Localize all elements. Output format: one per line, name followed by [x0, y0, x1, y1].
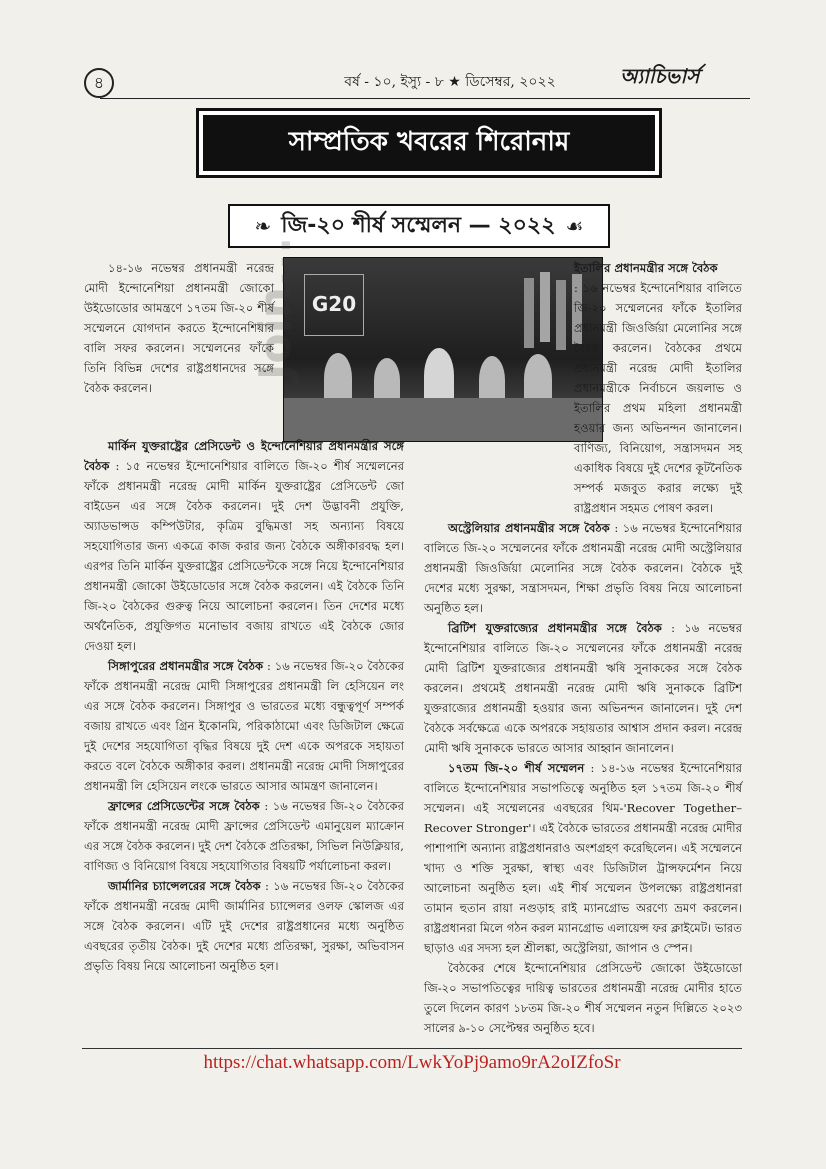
uk-heading: ব্রিটিশ যুক্তরাজ্যের প্রধানমন্ত্রীর সঙ্গে বৈঠক [448, 621, 662, 635]
closing-paragraph: বৈঠকের শেষে ইন্দোনেশিয়ার প্রেসিডেন্ট জোকো উইডোডো জি-২০ সভাপতিত্বের দায়িত্ব ভারতের প্রধানমন্ত্রী নরেন্দ্র মোদীর হাতে তুলে দিলেন কারণ ১৮তম জি-২০ শীর্ষ সম্মেলন নতুন দিল্লিতে ২০২৩ সালের ৯-১০ সেপ্টেম্বর অনুষ্ঠিত হবে। [424, 961, 742, 1035]
it-heading: ইতালির প্রধানমন্ত্রীর সঙ্গে বৈঠক [574, 261, 718, 275]
brand-logo: অ্যাচিভার্স [620, 64, 700, 88]
au-heading: অস্ট্রেলিয়ার প্রধানমন্ত্রীর সঙ্গে বৈঠক [448, 521, 610, 535]
it-body: : ১৬ নভেম্বর ইন্দোনেশিয়ার বালিতে জি-২০ সম্মেলনের ফাঁকে ইতালির প্রধানমন্ত্রী জিওর্জিয়া মেলোনির সঙ্গে বৈঠক করলেন। বৈঠকের প্রথমে প্রধানমন্ত্রী নরেন্দ্র মোদী ইতালির প্রধানমন্ত্রীকে নির্বাচনে জয়লাভ ও ইতালির প্রথম মহিলা প্রধানমন্ত্রী হওয়ার জন্য অভিনন্দন জানালেন। বাণিজ্য, বিনিয়োগ, সন্ত্রাসদমন সহ একাধিক বিষয়ে দুই দেশের কূটনৈতিক সম্পর্ক মজবুত করার লক্ষ্যে দুই রাষ্ট্রপ্রধান সহমত পোষণ করল। [574, 281, 742, 515]
au-body: : ১৬ নভেম্বর ইন্দোনেশিয়ার বালিতে জি-২০ সম্মেলনের ফাঁকে প্রধানমন্ত্রী নরেন্দ্র মোদী অস্ট্রেলিয়ার প্রধানমন্ত্রী জিওর্জিয়া মেলোনির সঙ্গে বৈঠক করলেন। বৈঠকে দুই দেশের মধ্যে সুরক্ষা, সন্ত্রাসদমন, শিক্ষা প্রভৃতি বিষয় নিয়ে আলোচনা অনুষ্ঠিত হল। [424, 521, 742, 615]
section-title: সাম্প্রতিক খবরের শিরোনাম [203, 115, 655, 171]
person-silhouette [374, 358, 400, 403]
us-heading: মার্কিন যুক্তরাষ্ট্রের প্রেসিডেন্ট ও ইন্দোনেশিয়ার প্রধানমন্ত্রীর সঙ্গে বৈঠক [84, 439, 404, 473]
uk-paragraph [424, 618, 742, 758]
g20-body: : ১৪-১৬ নভেম্বর ইন্দোনেশিয়ার বালিতে ইন্দোনেশিয়ার সভাপতিত্বে অনুষ্ঠিত হল ১৭তম জি-২০ শীর্ষ সম্মেলন। এই সম্মেলনের এবছরের থিম-'Recover Together– Recover Stronger'। এই বৈঠকে ভারতের প্রধানমন্ত্রী নরেন্দ্র মোদীর পাশাপাশি অন্যান্য রাষ্ট্রপ্রধানরাও অংশগ্রহণ করেছিলেন। এই সম্মেলনে খাদ্য ও শক্তি সুরক্ষা, স্বাস্থ্য এবং ডিজিটাল ট্রান্সফর্মেশন নিয়ে আলোচনা অনুষ্ঠিত হল। এই শীর্ষ সম্মেলন উপলক্ষ্যে রাষ্ট্রপ্রধানরা তামান হুতান রায়া নগুড়াহ রাই ম্যানগ্রোভ অরণ্যে ভ্রমণ করলেন। রাষ্ট্রপ্রধানরা মিলে গঠন করল ম্যানগ্রোভ এলায়েন্স ফর ক্লাইমেট। ভারত ছাড়াও এর সদস্য হল শ্রীলঙ্কা, অস্ট্রেলিয়া, জাপান ও স্পেন। [424, 761, 742, 955]
left-column [84, 436, 404, 976]
fr-body: : ১৬ নভেম্বর জি-২০ বৈঠকের ফাঁকে প্রধানমন্ত্রী নরেন্দ্র মোদী ফ্রান্সের প্রেসিডেন্ট এমানুয়েল ম্যাক্রোন এর সঙ্গে বৈঠক করলেন। দুই দেশ বৈঠকে প্রতিরক্ষা, সিভিল নিউক্লিয়ার, বাণিজ্য ও বিনিয়োগ বিষয়ে সহযোগিতার বিষয়টি পর্যালোচনা করল। [84, 799, 404, 873]
ornament-left-icon: ❧ [254, 214, 272, 238]
fr-paragraph [84, 796, 404, 876]
it-body-paragraph [574, 278, 742, 518]
us-body: : ১৫ নভেম্বর ইন্দোনেশিয়ার বালিতে জি-২০ শীর্ষ সম্মেলনের ফাঁকে প্রধানমন্ত্রী নরেন্দ্র মোদী মার্কিন যুক্তরাষ্ট্রের প্রেসিডেন্ট জো বাইডেন এর সঙ্গে বৈঠক করলেন। দুই দেশ উদ্ভাবনী প্রযুক্তি, অ্যাডভান্সড কম্পিউটার, কৃত্রিম বুদ্ধিমত্তা সহ অন্যান্য বিষয়ে সহযোগিতার জন্য একত্রে কাজ করার জন্য বৈঠকে অঙ্গীকারবদ্ধ হল। এরপর তিনি মার্কিন যুক্তরাষ্ট্রের প্রেসিডেন্টকে সঙ্গে নিয়ে ইন্দোনেশিয়ার প্রধানমন্ত্রী জোকো উইডোডোর সঙ্গে বৈঠক করলেন। এই বৈঠকে তিনি জি-২০ বৈঠকের গুরুত্ব নিয়ে আলোচনা করলেন। তিন দেশের মধ্যে অর্থনৈতিক, প্রযুক্তিগত মনোভাব বজায় রাখতে এই বৈঠকে জোর দেওয়া হল। [84, 459, 404, 653]
footer-divider [82, 1048, 742, 1049]
section-banner [196, 108, 662, 178]
person-silhouette [324, 353, 352, 403]
page-number: ৪ [84, 68, 114, 98]
de-body: : ১৬ নভেম্বর জি-২০ বৈঠকের ফাঁকে প্রধানমন্ত্রী নরেন্দ্র মোদী জার্মানির চ্যান্সেলর ওলফ স্কোলজ এর সঙ্গে বৈঠক করলেন। এটি দুই দেশের রাষ্ট্রপ্রধানের মধ্যে অনুষ্ঠিত এবছরের তৃতীয় বৈঠক। দুই দেশের মধ্যে প্রতিরক্ষা, সুরক্ষা, অভিবাসন প্রভৃতি বিষয় নিয়ে আলোচনা অনুষ্ঠিত হল। [84, 879, 404, 973]
g20-heading: ১৭তম জি-২০ শীর্ষ সম্মেলন [448, 761, 585, 775]
g20-logo: G20 [304, 274, 364, 336]
fr-heading: ফ্রান্সের প্রেসিডেন্টের সঙ্গে বৈঠক [108, 799, 260, 813]
us-paragraph [84, 436, 404, 656]
topic-title: জি-২০ শীর্ষ সম্মেলন — ২০২২ [281, 212, 556, 238]
footer-link[interactable]: https://chat.whatsapp.com/LwkYoPj9amo9rA2oIZfoSr [203, 1052, 621, 1073]
it-paragraph [574, 258, 742, 278]
watermark: Join... [250, 236, 301, 380]
au-paragraph [424, 518, 742, 618]
de-paragraph [84, 876, 404, 976]
header-divider [100, 98, 750, 99]
issue-line: বর্ষ - ১০, ইস্যু - ৮ ★ ডিসেম্বর, ২০২২ [344, 74, 556, 90]
g20-paragraph [424, 758, 742, 958]
de-heading: জার্মানির চ্যান্সেলরের সঙ্গে বৈঠক [108, 879, 261, 893]
sg-paragraph [84, 656, 404, 796]
sg-heading: সিঙ্গাপুরের প্রধানমন্ত্রীর সঙ্গে বৈঠক [108, 659, 264, 673]
uk-body: : ১৬ নভেম্বর ইন্দোনেশিয়ার বালিতে জি-২০ সম্মেলনের ফাঁকে প্রধানমন্ত্রী নরেন্দ্র মোদী ব্রিটিশ যুক্তরাজ্যের প্রধানমন্ত্রী ঋষি সুনাককের সঙ্গে বৈঠক করলেন। প্রথমেই প্রধানমন্ত্রী নরেন্দ্র মোদী ঋষি সুনাককে ব্রিটিশ যুক্তরাজ্যের প্রধানমন্ত্রী হওয়ার জন্য অভিনন্দন জানালেন। দুই দেশ বৈঠকে সর্বক্ষেত্রে একে অপরকে সহায়তার আশ্বাস প্রদান করল। নরেন্দ্র মোদী ঋষি সুনাককে ভারতে আসার আহ্বান জানালেন। [424, 621, 742, 755]
intro-paragraph: ১৪-১৬ নভেম্বর প্রধানমন্ত্রী নরেন্দ্র মোদী ইন্দোনেশিয়া প্রধানমন্ত্রী জোকো উইডোডোর আমন্ত্রণে ১৭তম জি-২০ শীর্ষ সম্মেলনে যোগদান করতে ইন্দোনেশিয়ার বালি সফর করলেন। সম্মেলনের ফাঁকে তিনি বিভিন্ন দেশের রাষ্ট্রপ্রধানদের সঙ্গে বৈঠক করলেন। [84, 261, 274, 395]
sg-body: : ১৬ নভেম্বর জি-২০ বৈঠকের ফাঁকে প্রধানমন্ত্রী নরেন্দ্র মোদী সিঙ্গাপুরের প্রধানমন্ত্রী লি হেসিয়েন লং এর সঙ্গে বৈঠক করলেন। সিঙ্গাপুর ও ভারতের মধ্যে বন্ধুত্বপূর্ণ সম্পর্ক বজায় রাখতে এবং গ্রিন ইকোনমি, পরিকাঠামো এবং ডিজিটাল ক্ষেত্রে দুই দেশের সহযোগিতা বৃদ্ধির বিষয়ে দুই দেশ একে অপরকে সহায়তা করতে বলে বৈঠকে অঙ্গীকার করল। প্রধানমন্ত্রী নরেন্দ্র মোদী সিঙ্গাপুরের প্রধানমন্ত্রী লি হেসিয়েন লংকে ভারতে আসার আমন্ত্রণ জানালেন। [84, 659, 404, 793]
right-column [424, 258, 742, 1038]
ornament-right-icon: ☙ [565, 214, 584, 238]
